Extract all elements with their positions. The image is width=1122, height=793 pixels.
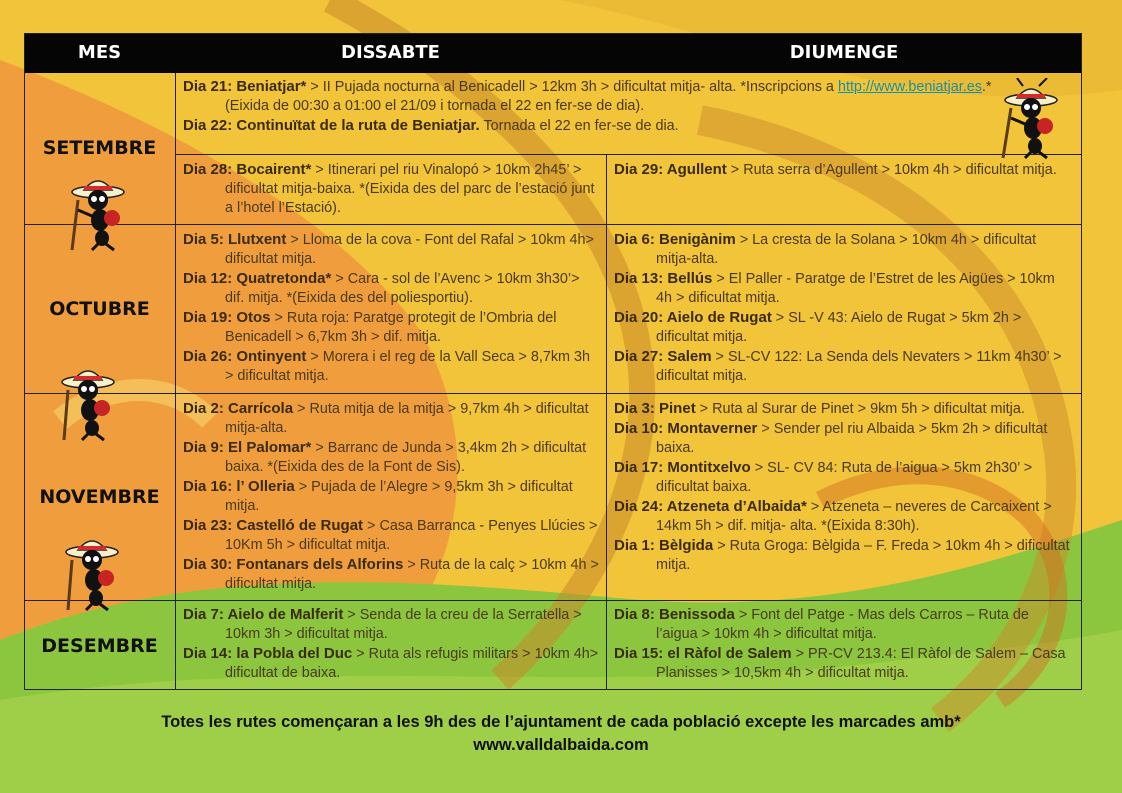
footer-note: Totes les rutes començaran a les 9h des de l’ajuntament de cada població excepte les marcades amb*	[161, 713, 961, 731]
divider	[606, 154, 607, 690]
route-title: Dia 27: Salem	[614, 348, 712, 365]
month-november: NOVEMBRE	[39, 486, 160, 508]
route-entry	[183, 644, 601, 683]
route-details: > II Pujada nocturna al Benicadell > 12km 3h > dificultat mitja- alta. *Inscripcions a	[306, 79, 838, 95]
route-entry	[183, 399, 601, 438]
route-entry	[183, 230, 601, 269]
ant-hiker-icon	[52, 360, 124, 442]
divider	[175, 73, 176, 690]
route-entry	[614, 644, 1074, 683]
route-entry	[614, 536, 1074, 575]
month-september: SETEMBRE	[42, 137, 157, 159]
route-details: > Atzeneta – neveres de Carcaixent > 14km 5h > dif. mitja- alta. *(Eixida 8:30h).	[656, 499, 1052, 534]
route-title: Dia 16: l’ Olleria	[183, 478, 295, 495]
ant-hiker-icon	[62, 170, 134, 252]
route-entry	[183, 77, 1003, 116]
route-entry	[614, 347, 1074, 386]
november-saturday-cell	[183, 399, 601, 594]
route-title: Dia 6: Benigànim	[614, 231, 736, 248]
header-sunday: DIUMENGE	[789, 42, 899, 63]
route-entry	[183, 477, 601, 516]
route-entry	[614, 458, 1074, 497]
route-title: Dia 3: Pinet	[614, 400, 696, 417]
route-details: > PR-CV 213.4: El Ràfol de Salem – Casa Planisses > 10,5km 4h > dificultat mitja.	[656, 646, 1066, 681]
route-title: Dia 15: el Ràfol de Salem	[614, 645, 792, 662]
october-saturday-cell	[183, 230, 601, 386]
route-title: Dia 1: Bèlgida	[614, 537, 714, 554]
divider	[24, 224, 1082, 225]
route-details: > Ruta Groga: Bèlgida – F. Freda > 10km 4h > dificultat mitja.	[656, 538, 1070, 573]
november-sunday-cell	[614, 399, 1074, 575]
october-sunday-cell	[614, 230, 1074, 386]
route-entry	[614, 230, 1074, 269]
registration-link[interactable]: http://www.beniatjar.es	[837, 79, 982, 95]
route-title: Dia 5: Llutxent	[183, 231, 287, 248]
month-december: DESEMBRE	[41, 635, 158, 657]
route-title: Dia 17: Montitxelvo	[614, 459, 751, 476]
route-title: Dia 12: Quatretonda*	[183, 270, 332, 287]
september-sunday-cell	[614, 160, 1074, 180]
route-title: Dia 26: Ontinyent	[183, 348, 307, 365]
header-month: MES	[77, 42, 122, 63]
route-details: > La cresta de la Solana > 10km 4h > dificultat mitja-alta.	[656, 232, 1037, 267]
route-entry	[183, 269, 601, 308]
route-entry	[614, 308, 1074, 347]
divider	[175, 154, 1082, 155]
route-details: > Barranc de Junda > 3,4km 2h > dificultat baixa. *(Eixida des de la Font de Sis).	[225, 440, 587, 475]
divider	[24, 600, 1082, 601]
route-title: Dia 7: Aielo de Malferit	[183, 606, 344, 623]
december-saturday-cell	[183, 605, 601, 683]
routes-table	[24, 33, 1082, 690]
ant-hiker-icon	[995, 78, 1067, 160]
route-title: Dia 20: Aielo de Rugat	[614, 309, 772, 326]
route-details: > Sender pel riu Albaida > 5km 2h > dificultat baixa.	[656, 421, 1048, 456]
route-entry	[183, 160, 601, 218]
route-details: > Ruta al Surar de Pinet > 9km 5h > dificultat mitja.	[695, 401, 1025, 417]
route-details: > Lloma de la cova - Font del Rafal > 10km 4h> dificultat mitja.	[225, 232, 594, 267]
route-title: Dia 13: Bellús	[614, 270, 713, 287]
route-title: Dia 24: Atzeneta d’Albaida*	[614, 498, 807, 515]
route-entry	[183, 116, 1003, 136]
divider	[24, 393, 1082, 394]
route-details: Tornada el 22 en fer-se de dia.	[479, 118, 679, 134]
route-title: Dia 9: El Palomar*	[183, 439, 312, 456]
route-entry	[183, 438, 601, 477]
route-details: > Ruta de la calç > 10km 4h > dificultat mitja.	[225, 557, 599, 592]
header-saturday: DISSABTE	[341, 42, 440, 63]
route-entry	[614, 399, 1074, 419]
route-details: > SL- CV 84: Ruta de l’aigua > 5km 2h30’ > dificultat baixa.	[656, 460, 1033, 495]
route-details: > Ruta mitja de la mitja > 9,7km 4h > dificultat mitja-alta.	[225, 401, 589, 436]
route-details: > Cara - sol de l’Avenc > 10km 3h30’> dif. mitja. *(Eixida des del poliesportiu).	[225, 271, 580, 306]
route-details: > Pujada de l’Alegre > 9,5km 3h > dificultat mitja.	[225, 479, 573, 514]
route-title: Dia 29: Agullent	[614, 161, 727, 178]
route-details: > SL -V 43: Aielo de Rugat > 5km 2h > dificultat mitja.	[656, 310, 1022, 345]
route-title: Dia 30: Fontanars dels Alforins	[183, 556, 404, 573]
route-entry	[183, 347, 601, 386]
route-details: > SL-CV 122: La Senda dels Nevaters > 11km 4h30’ > dificultat mitja.	[656, 349, 1062, 384]
route-title: Dia 8: Benissoda	[614, 606, 735, 623]
route-entry	[614, 419, 1074, 458]
route-title: Dia 19: Otos	[183, 309, 271, 326]
september-full-cell	[183, 77, 1003, 136]
footer-website: www.valldalbaida.com	[473, 736, 649, 754]
route-details: > Ruta als refugis militars > 10km 4h> dificultat de baixa.	[225, 646, 599, 681]
route-entry	[183, 555, 601, 594]
december-sunday-cell	[614, 605, 1074, 683]
route-details: > Morera i el reg de la Vall Seca > 8,7km 3h > dificultat mitja.	[225, 349, 591, 384]
route-entry	[183, 308, 601, 347]
route-title: Dia 2: Carrícola	[183, 400, 294, 417]
route-title: Dia 21: Beniatjar*	[183, 78, 307, 95]
route-title: Dia 28: Bocairent*	[183, 161, 312, 178]
route-entry	[183, 605, 601, 644]
route-entry	[614, 497, 1074, 536]
route-title: Dia 22: Continuïtat de la ruta de Beniatjar.	[183, 117, 480, 134]
route-details: > El Paller - Paratge de l’Estret de les Aigües > 10km 4h > dificultat mitja.	[656, 271, 1055, 306]
route-entry	[614, 269, 1074, 308]
route-details: > Itinerari pel riu Vinalopó > 10km 2h45’ > dificultat mitja-baixa. *(Eixida des del parc de l’estació junt a l’hotel l’Estació).	[225, 162, 595, 216]
route-details: > Casa Barranca - Penyes Llúcies > 10Km 5h > dificultat mitja.	[225, 518, 598, 553]
route-details: > Senda de la creu de la Serratella > 10km 3h > dificultat mitja.	[225, 607, 582, 642]
route-entry	[614, 160, 1074, 180]
route-title: Dia 10: Montaverner	[614, 420, 758, 437]
route-entry	[183, 516, 601, 555]
route-details: > Ruta serra d’Agullent > 10km 4h > dificultat mitja.	[726, 162, 1057, 178]
ant-hiker-icon	[56, 530, 128, 612]
route-details-extra: .*(Eixida de 00:30 a 01:00 el 21/09 i tornada el 22 en fer-se de dia).	[225, 79, 992, 114]
september-saturday-cell	[183, 160, 601, 218]
route-title: Dia 14: la Pobla del Duc	[183, 645, 353, 662]
route-entry	[614, 605, 1074, 644]
month-october: OCTUBRE	[49, 298, 150, 320]
route-title: Dia 23: Castelló de Rugat	[183, 517, 364, 534]
route-details: > Font del Patge - Mas dels Carros – Ruta de l’aigua > 10km 4h > dificultat mitja.	[656, 607, 1029, 642]
route-details: > Ruta roja: Paratge protegit de l’Ombria del Benicadell > 6,7km 3h > dif. mitja.	[225, 310, 557, 345]
